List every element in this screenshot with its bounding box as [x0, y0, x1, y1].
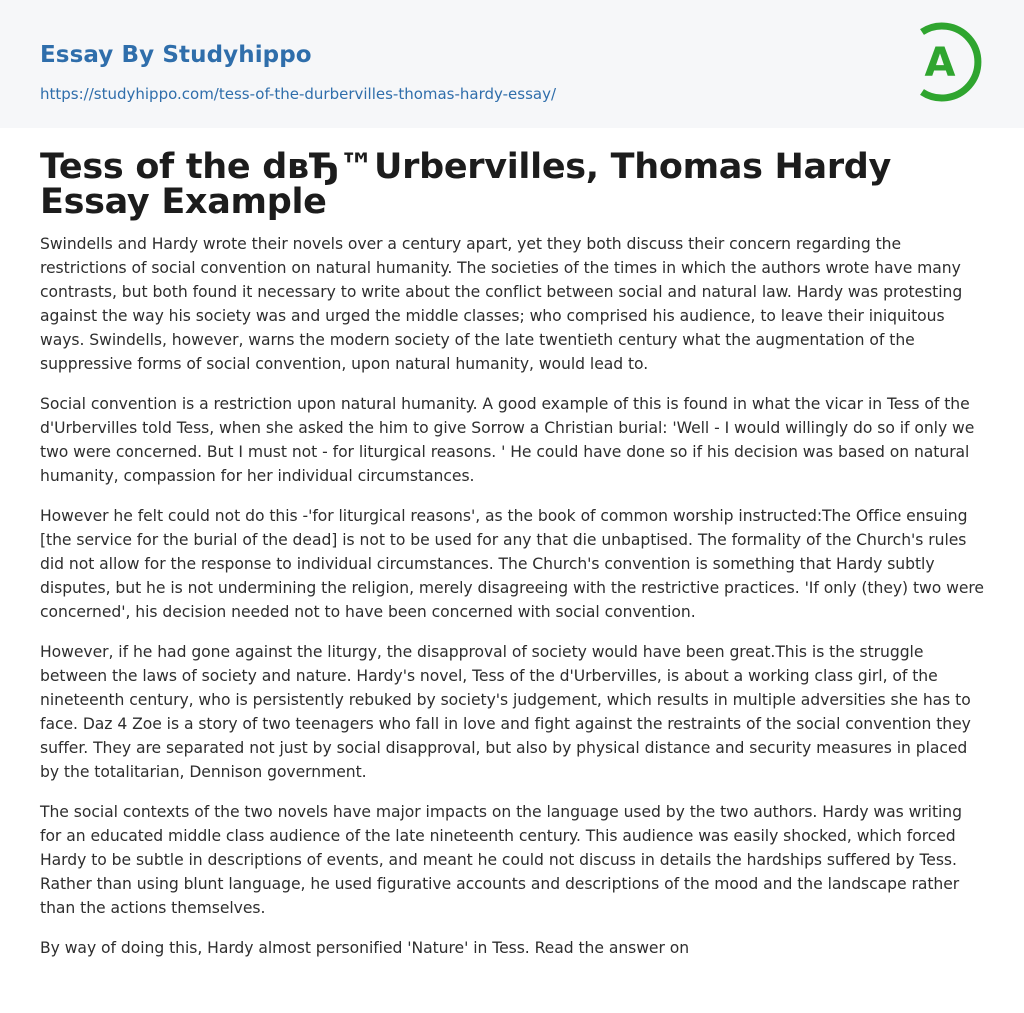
site-brand[interactable]: Essay By Studyhippo	[40, 42, 312, 68]
logo-letter: A	[924, 40, 956, 86]
paragraph: However, if he had gone against the liturgy, the disapproval of society would have been great.This is the struggle between the laws of society and nature. Hardy's novel, Tess of the d'Urbervilles, is about a working class girl, of the nineteenth century, who is persistently rebuked by society's judgement, which results in multiple adversities she has to face. Daz 4 Zoe is a story of two teenagers who fall in love and fight against the restraints of the social convention they suffer. They are separated not just by social disapproval, but also by physical distance and security measures in placed by the totalitarian, Dennison government.	[40, 643, 971, 781]
site-header	[0, 0, 1024, 128]
paragraph: Social convention is a restriction upon natural humanity. A good example of this is found in what the vicar in Tess of the d'Urbervilles told Tess, when she asked the him to give Sorrow a Christian burial: 'Well - I would willingly do so if only we two were concerned. But I must not - for liturgical reasons. ' He could have done so if his decision was based on natural humanity, compassion for her individual circumstances.	[40, 395, 975, 485]
essay-url-link[interactable]: https://studyhippo.com/tess-of-the-durbervilles-thomas-hardy-essay/	[40, 85, 557, 103]
article	[40, 147, 988, 976]
paragraph: Swindells and Hardy wrote their novels over a century apart, yet they both discuss their concern regarding the restrictions of social convention on natural humanity. The societies of the times in which the authors wrote have many contrasts, but both found it necessary to write about the conflict between social and natural law. Hardy was protesting against the way his society was and urged the middle classes; who comprised his audience, to leave their iniquitous ways. Swindells, however, warns the modern society of the late twentieth century what the augmentation of the suppressive forms of social convention, upon natural humanity, would lead to.	[40, 235, 963, 373]
paragraph: The social contexts of the two novels have major impacts on the language used by the two authors. Hardy was writing for an educated middle class audience of the late nineteenth century. This audience was easily shocked, which forced Hardy to be subtle in descriptions of events, and meant he could not discuss in details the hardships suffered by Tess. Rather than using blunt language, he used figurative accounts and descriptions of the mood and the landscape rather than the actions themselves.	[40, 803, 962, 917]
paragraph: However he felt could not do this -'for liturgical reasons', as the book of common worship instructed:The Office ensuing [the service for the burial of the dead] is not to be used for any that die unbaptised. The formality of the Church's rules did not allow for the response to individual circumstances. The Church's convention is something that Hardy subtly disputes, but he is not undermining the religion, merely disagreeing with the restrictive practices. 'If only (they) two were concerned', his decision needed not to have been concerned with social convention.	[40, 507, 984, 621]
studyhippo-logo-icon[interactable]	[912, 18, 988, 106]
page-title: Tess of the dвЂ™Urbervilles, Thomas Hardy Essay Example	[40, 147, 892, 222]
paragraph: By way of doing this, Hardy almost personified 'Nature' in Tess. Read the answer on	[40, 939, 690, 957]
